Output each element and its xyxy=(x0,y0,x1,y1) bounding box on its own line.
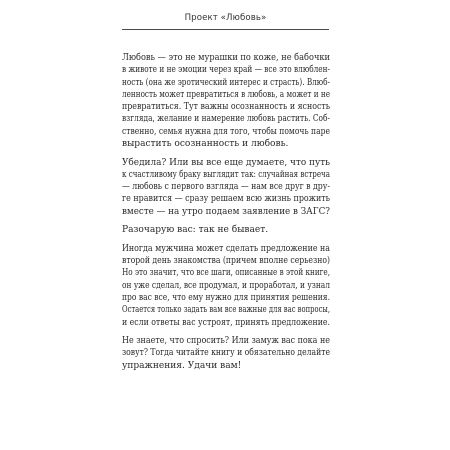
text-line: ность (она же эротический интерес и страсть). Влюб- xyxy=(122,77,331,88)
text-line: к счастливому браку выглядит так: случайная встреча xyxy=(122,169,331,180)
running-head: Проект «Любовь» xyxy=(184,13,267,23)
paragraph-1 xyxy=(122,52,330,150)
text-line: Остается только задать вам все важные для вас вопросы, xyxy=(122,305,330,316)
text-line: ге нравится — сразу решаем всю жизнь прожить xyxy=(122,194,330,205)
text-line: Но это значит, что все шаги, описанные в этой книге, xyxy=(122,268,331,279)
paragraph-4 xyxy=(122,243,330,329)
text-line: вырастить осознанность и любовь. xyxy=(122,139,289,150)
text-line: Иногда мужчина может сделать предложение на xyxy=(122,243,330,254)
text-line: взгляда, желание и намерение любовь растить. Соб- xyxy=(122,114,331,125)
text-line: Убедила? Или вы все еще думаете, что путь xyxy=(122,157,331,168)
paragraph-3 xyxy=(122,224,330,236)
text-line: Разочарую вас: так не бывает. xyxy=(122,225,269,236)
paragraph-5 xyxy=(122,335,330,372)
text-line: Не знаете, что спросить? Или замуж вас пока не xyxy=(122,335,330,346)
text-line: второй день знакомства (причем вполне серьезно) xyxy=(122,256,330,267)
text-line: превратиться. Тут важны осознанность и ясность xyxy=(122,102,331,113)
body-text xyxy=(122,52,330,372)
text-line: в животе и не эмоции через край — все это влюблен- xyxy=(122,65,331,76)
text-line: упражнения. Удачи вам! xyxy=(122,360,242,371)
text-line: вместе — на утро подаем заявление в ЗАГС? xyxy=(122,206,331,217)
text-line: ленность может превратиться в любовь, а может и не xyxy=(122,89,331,100)
text-line: он уже сделал, все продумал, и проработал, и узнал xyxy=(122,280,331,291)
text-line: — любовь с первого взгляда — нам все друг в дру- xyxy=(122,182,331,193)
text-line: ственно, семья нужна для того, чтобы помочь паре xyxy=(122,126,330,137)
text-line: Любовь — это не мурашки по коже, не бабочки xyxy=(122,53,331,63)
paragraph-2 xyxy=(122,157,330,218)
text-line: и если ответы вас устроят, принять предложение. xyxy=(122,317,330,328)
header-rule xyxy=(122,29,329,30)
text-line: зовут? Тогда читайте книгу и обязательно делайте xyxy=(122,348,330,359)
text-line: про вас все, что ему нужно для принятия решения. xyxy=(122,292,330,303)
